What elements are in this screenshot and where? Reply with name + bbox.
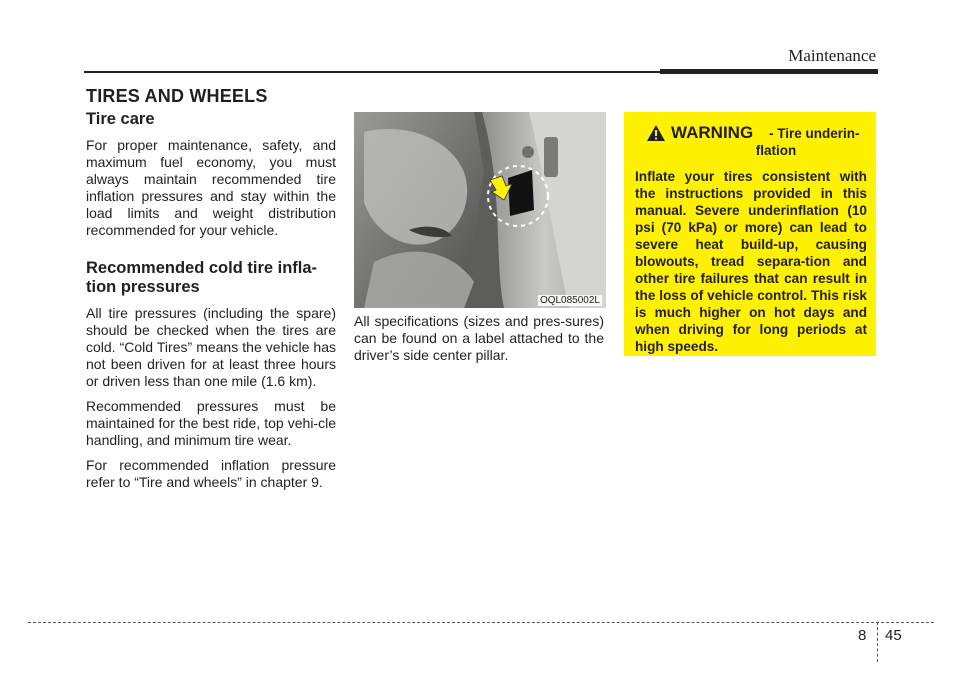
footer-rule bbox=[28, 622, 934, 623]
tire-care-paragraph: For proper maintenance, safety, and maximum fuel economy, you must always maintain recommended tire inflation pressures and stay within the load limits and weight distribution recommended for your vehicle. bbox=[86, 137, 336, 238]
cold-pressure-heading: Recommended cold tire infla-tion pressures bbox=[86, 259, 318, 296]
door-pillar-illustration bbox=[354, 112, 606, 308]
chapter-number: 8 bbox=[858, 627, 867, 644]
warning-subtitle-line1: - Tire underin- bbox=[769, 126, 860, 141]
warning-box bbox=[624, 112, 876, 356]
image-code: OQL085002L bbox=[539, 295, 600, 306]
tire-care-heading: Tire care bbox=[86, 110, 155, 128]
tire-label-location-photo bbox=[354, 112, 606, 308]
middle-column-text bbox=[354, 313, 604, 364]
cold-pressure-paragraph-2: Recommended pressures must be maintained for the best ride, top vehi-cle handling, and minimum tire wear. bbox=[86, 398, 336, 448]
cold-pressure-paragraph-3: For recommended inflation pressure refer to “Tire and wheels” in chapter 9. bbox=[86, 457, 336, 490]
label-location-caption: All specifications (sizes and pres-sures) can be found on a label attached to the driver’s side center pillar. bbox=[354, 313, 604, 363]
page-number-divider bbox=[877, 622, 878, 662]
running-header-title: Maintenance bbox=[788, 46, 876, 65]
left-column bbox=[86, 110, 336, 491]
warning-subtitle-line2: flation bbox=[755, 143, 797, 158]
warning-body: Inflate your tires consistent with the instructions provided in this manual. Severe underinflation (10 psi (70 kPa) or more) can lead to severe heat build-up, causing blowouts, tread separa-tion and other tire failures that can result in the loss of vehicle control. This risk is much higher on hot days and when driving for long periods at high speeds. bbox=[635, 169, 867, 354]
page-number: 45 bbox=[885, 627, 902, 644]
cold-pressure-paragraph-1: All tire pressures (including the spare) should be checked when the tires are cold. “Cold Tires” means the vehicle has not been driven for at least three hours or driven less than one mile (1.6 km). bbox=[86, 305, 336, 389]
header-rule-accent bbox=[660, 69, 878, 74]
header-rule bbox=[84, 71, 660, 73]
warning-header bbox=[635, 120, 867, 162]
warning-word: WARNING bbox=[671, 123, 754, 142]
warning-triangle-icon bbox=[646, 124, 666, 142]
section-title: TIRES AND WHEELS bbox=[86, 86, 268, 106]
